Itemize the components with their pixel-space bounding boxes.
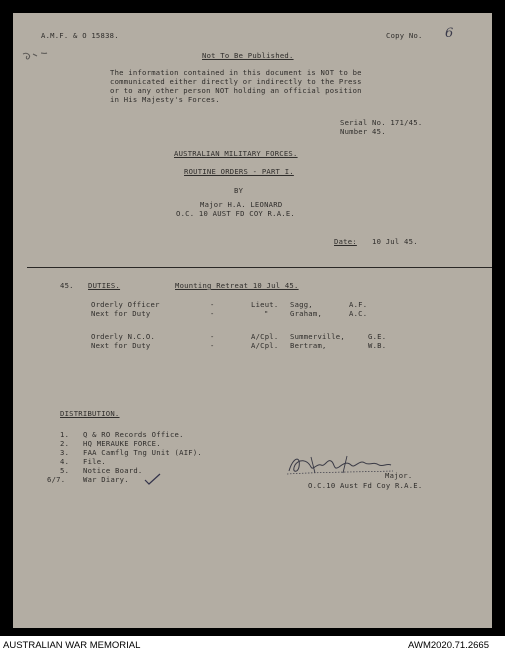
item-number: 45.	[60, 281, 74, 290]
archive-footer	[0, 636, 505, 653]
pencil-mark-icon	[19, 48, 57, 66]
distribution-item: Q & RO Records Office.	[83, 430, 184, 439]
distribution-item: File.	[83, 457, 106, 466]
commanding-officer: Major H.A. LEONARD	[200, 200, 283, 209]
notice-line-3: or to any other person NOT holding an official position	[110, 86, 362, 95]
duty-name: Summerville,	[290, 332, 345, 341]
duty-name: Graham,	[290, 309, 323, 318]
duty-dash: -	[210, 300, 215, 309]
by-label: BY	[234, 186, 244, 195]
duty-title: Next for Duty	[91, 341, 151, 350]
orders-part-heading: ROUTINE ORDERS - PART I.	[184, 167, 294, 176]
duty-initials: A.F.	[349, 300, 368, 309]
notice-line-4: in His Majesty's Forces.	[110, 95, 220, 104]
notice-line-1: The information contained in this document is NOT to be	[110, 68, 362, 77]
duty-title: Orderly Officer	[91, 300, 160, 309]
distribution-item-number: 4.	[60, 457, 70, 466]
distribution-item-number: 5.	[60, 466, 70, 475]
footer-institution: AUSTRALIAN WAR MEMORIAL	[3, 640, 141, 651]
notice-line-2: communicated either directly or indirectly to the Press	[110, 77, 362, 86]
duty-rank: A/Cpl.	[251, 332, 279, 341]
document-page	[13, 13, 492, 628]
duty-initials: A.C.	[349, 309, 368, 318]
distribution-item-number: 2.	[60, 439, 70, 448]
duty-rank: Lieut.	[251, 300, 279, 309]
duty-title: Next for Duty	[91, 309, 151, 318]
order-number: Number 45.	[340, 127, 386, 136]
duty-name: Bertram,	[290, 341, 327, 350]
duties-heading: DUTIES.	[88, 281, 121, 290]
unit-name: O.C. 10 AUST FD COY R.A.E.	[176, 209, 296, 218]
distribution-item-number: 3.	[60, 448, 70, 457]
duty-initials: G.E.	[368, 332, 387, 341]
duty-name: Sagg,	[290, 300, 313, 309]
distribution-heading: DISTRIBUTION.	[60, 409, 120, 418]
section-divider	[27, 267, 492, 268]
duty-initials: W.B.	[368, 341, 387, 350]
duty-rank: A/Cpl.	[251, 341, 279, 350]
duties-subheading: Mounting Retreat 10 Jul 45.	[175, 281, 299, 290]
distribution-item: Notice Board.	[83, 466, 143, 475]
copy-number: 6	[445, 26, 454, 41]
date-label: Date:	[334, 237, 357, 246]
notice-title: Not To Be Published.	[202, 51, 294, 60]
distribution-item: War Diary.	[83, 475, 129, 484]
file-reference: A.M.F. & O 15838.	[41, 31, 119, 40]
signature-rank: Major.	[385, 471, 413, 480]
duty-title: Orderly N.C.O.	[91, 332, 156, 341]
duty-dash: -	[210, 309, 215, 318]
signature-unit: O.C.10 Aust Fd Coy R.A.E.	[308, 481, 423, 490]
duty-dash: -	[210, 341, 215, 350]
distribution-item-number: 1.	[60, 430, 70, 439]
duty-dash: -	[210, 332, 215, 341]
distribution-item-number: 6/7.	[47, 475, 66, 484]
force-heading: AUSTRALIAN MILITARY FORCES.	[174, 149, 298, 158]
distribution-item: HQ MERAUKE FORCE.	[83, 439, 161, 448]
duty-rank: "	[264, 309, 269, 318]
copy-label: Copy No.	[386, 31, 423, 40]
footer-accession-number: AWM2020.71.2665	[408, 640, 489, 651]
tick-mark-icon	[143, 472, 163, 486]
distribution-item: FAA Camflg Tng Unit (AIF).	[83, 448, 203, 457]
signature-image	[281, 453, 397, 479]
serial-number: Serial No. 171/45.	[340, 118, 423, 127]
date-value: 10 Jul 45.	[372, 237, 418, 246]
